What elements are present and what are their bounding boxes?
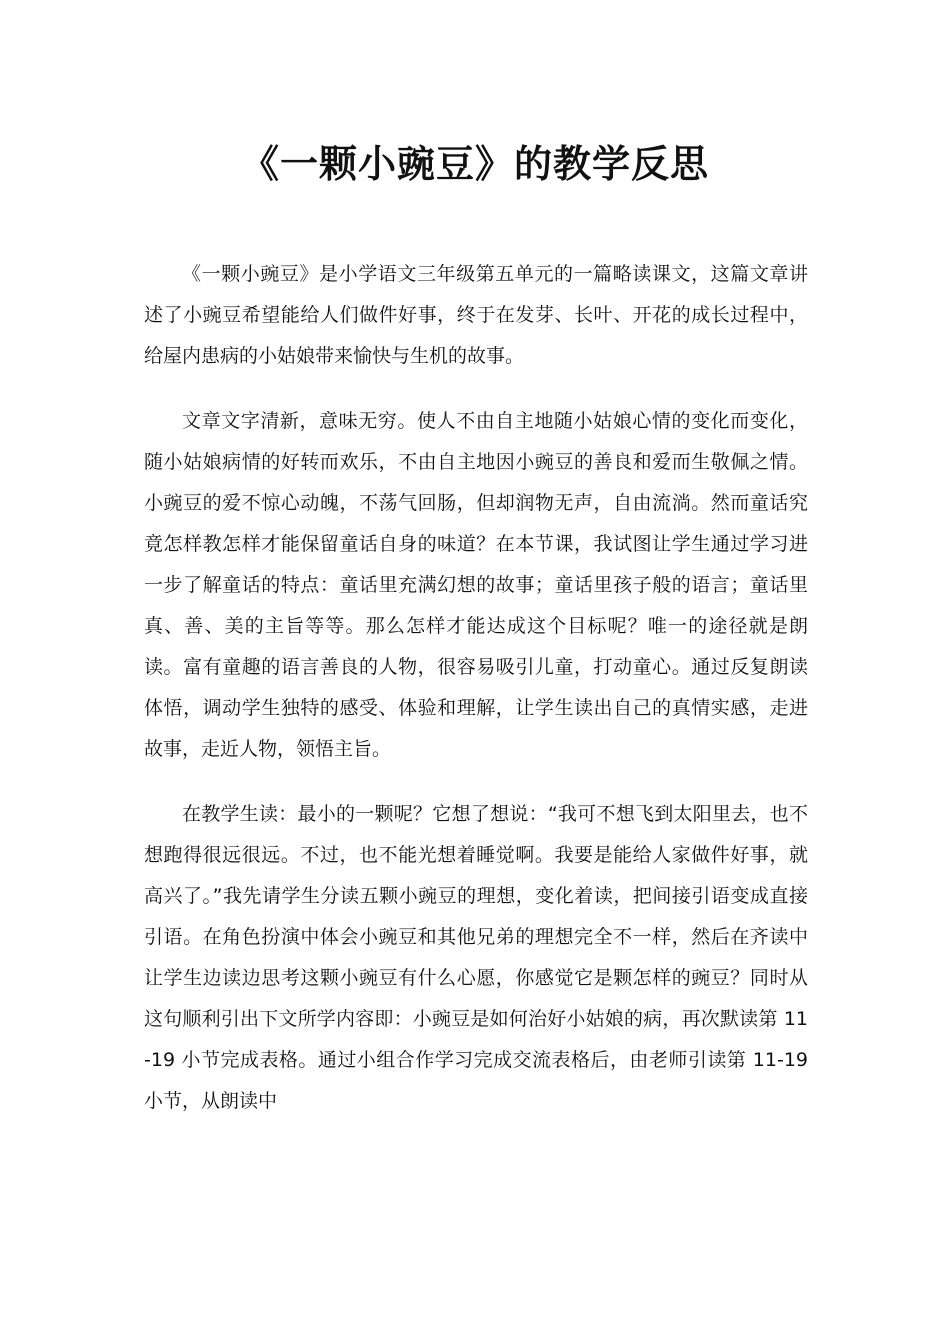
document-body bbox=[144, 254, 808, 1146]
paragraph-1: 《一颗小豌豆》是小学语文三年级第五单元的一篇略读课文，这篇文章讲述了小豌豆希望能给人们做件好事，终于在发芽、长叶、开花的成长过程中，给屋内患病的小姑娘带来愉快与生机的故事。 bbox=[144, 263, 808, 367]
paragraph-3: 在教学生读：最小的一颗呢？它想了想说：“我可不想飞到太阳里去，也不想跑得很远很远。不过，也不能光想着睡觉啊。我要是能给人家做件好事，就高兴了。”我先请学生分读五颗小豌豆的理想，变化着读，把间接引语变成直接引语。在角色扮演中体会小豌豆和其他兄弟的理想完全不一样，然后在齐读中让学生边读边思考这颗小豌豆有什么心愿，你感觉它是颗怎样的豌豆？同时从这句顺利引出下文所学内容即：小豌豆是如何治好小姑娘的病，再次默读第 11-19 小节完成表格。通过小组合作学习完成交流表格后，由老师引读第 11-19 小节，从朗读中 bbox=[144, 803, 808, 1112]
document-title: 《一颗小豌豆》的教学反思 bbox=[240, 142, 709, 186]
paragraph-2: 文章文字清新，意味无穷。使人不由自主地随小姑娘心情的变化而变化，随小姑娘病情的好转而欢乐，不由自主地因小豌豆的善良和爱而生敬佩之情。小豌豆的爱不惊心动魄，不荡气回肠，但却润物无声，自由流淌。然而童话究竟怎样教怎样才能保留童话自身的味道？在本节课，我试图让学生通过学习进一步了解童话的特点：童话里充满幻想的故事；童话里孩子般的语言；童话里真、善、美的主旨等等。那么怎样才能达成这个目标呢？唯一的途径就是朗读。富有童趣的语言善良的人物，很容易吸引儿童，打动童心。通过反复朗读体悟，调动学生独特的感受、体验和理解，让学生读出自己的真情实感，走进故事，走近人物，领悟主旨。 bbox=[144, 410, 808, 760]
